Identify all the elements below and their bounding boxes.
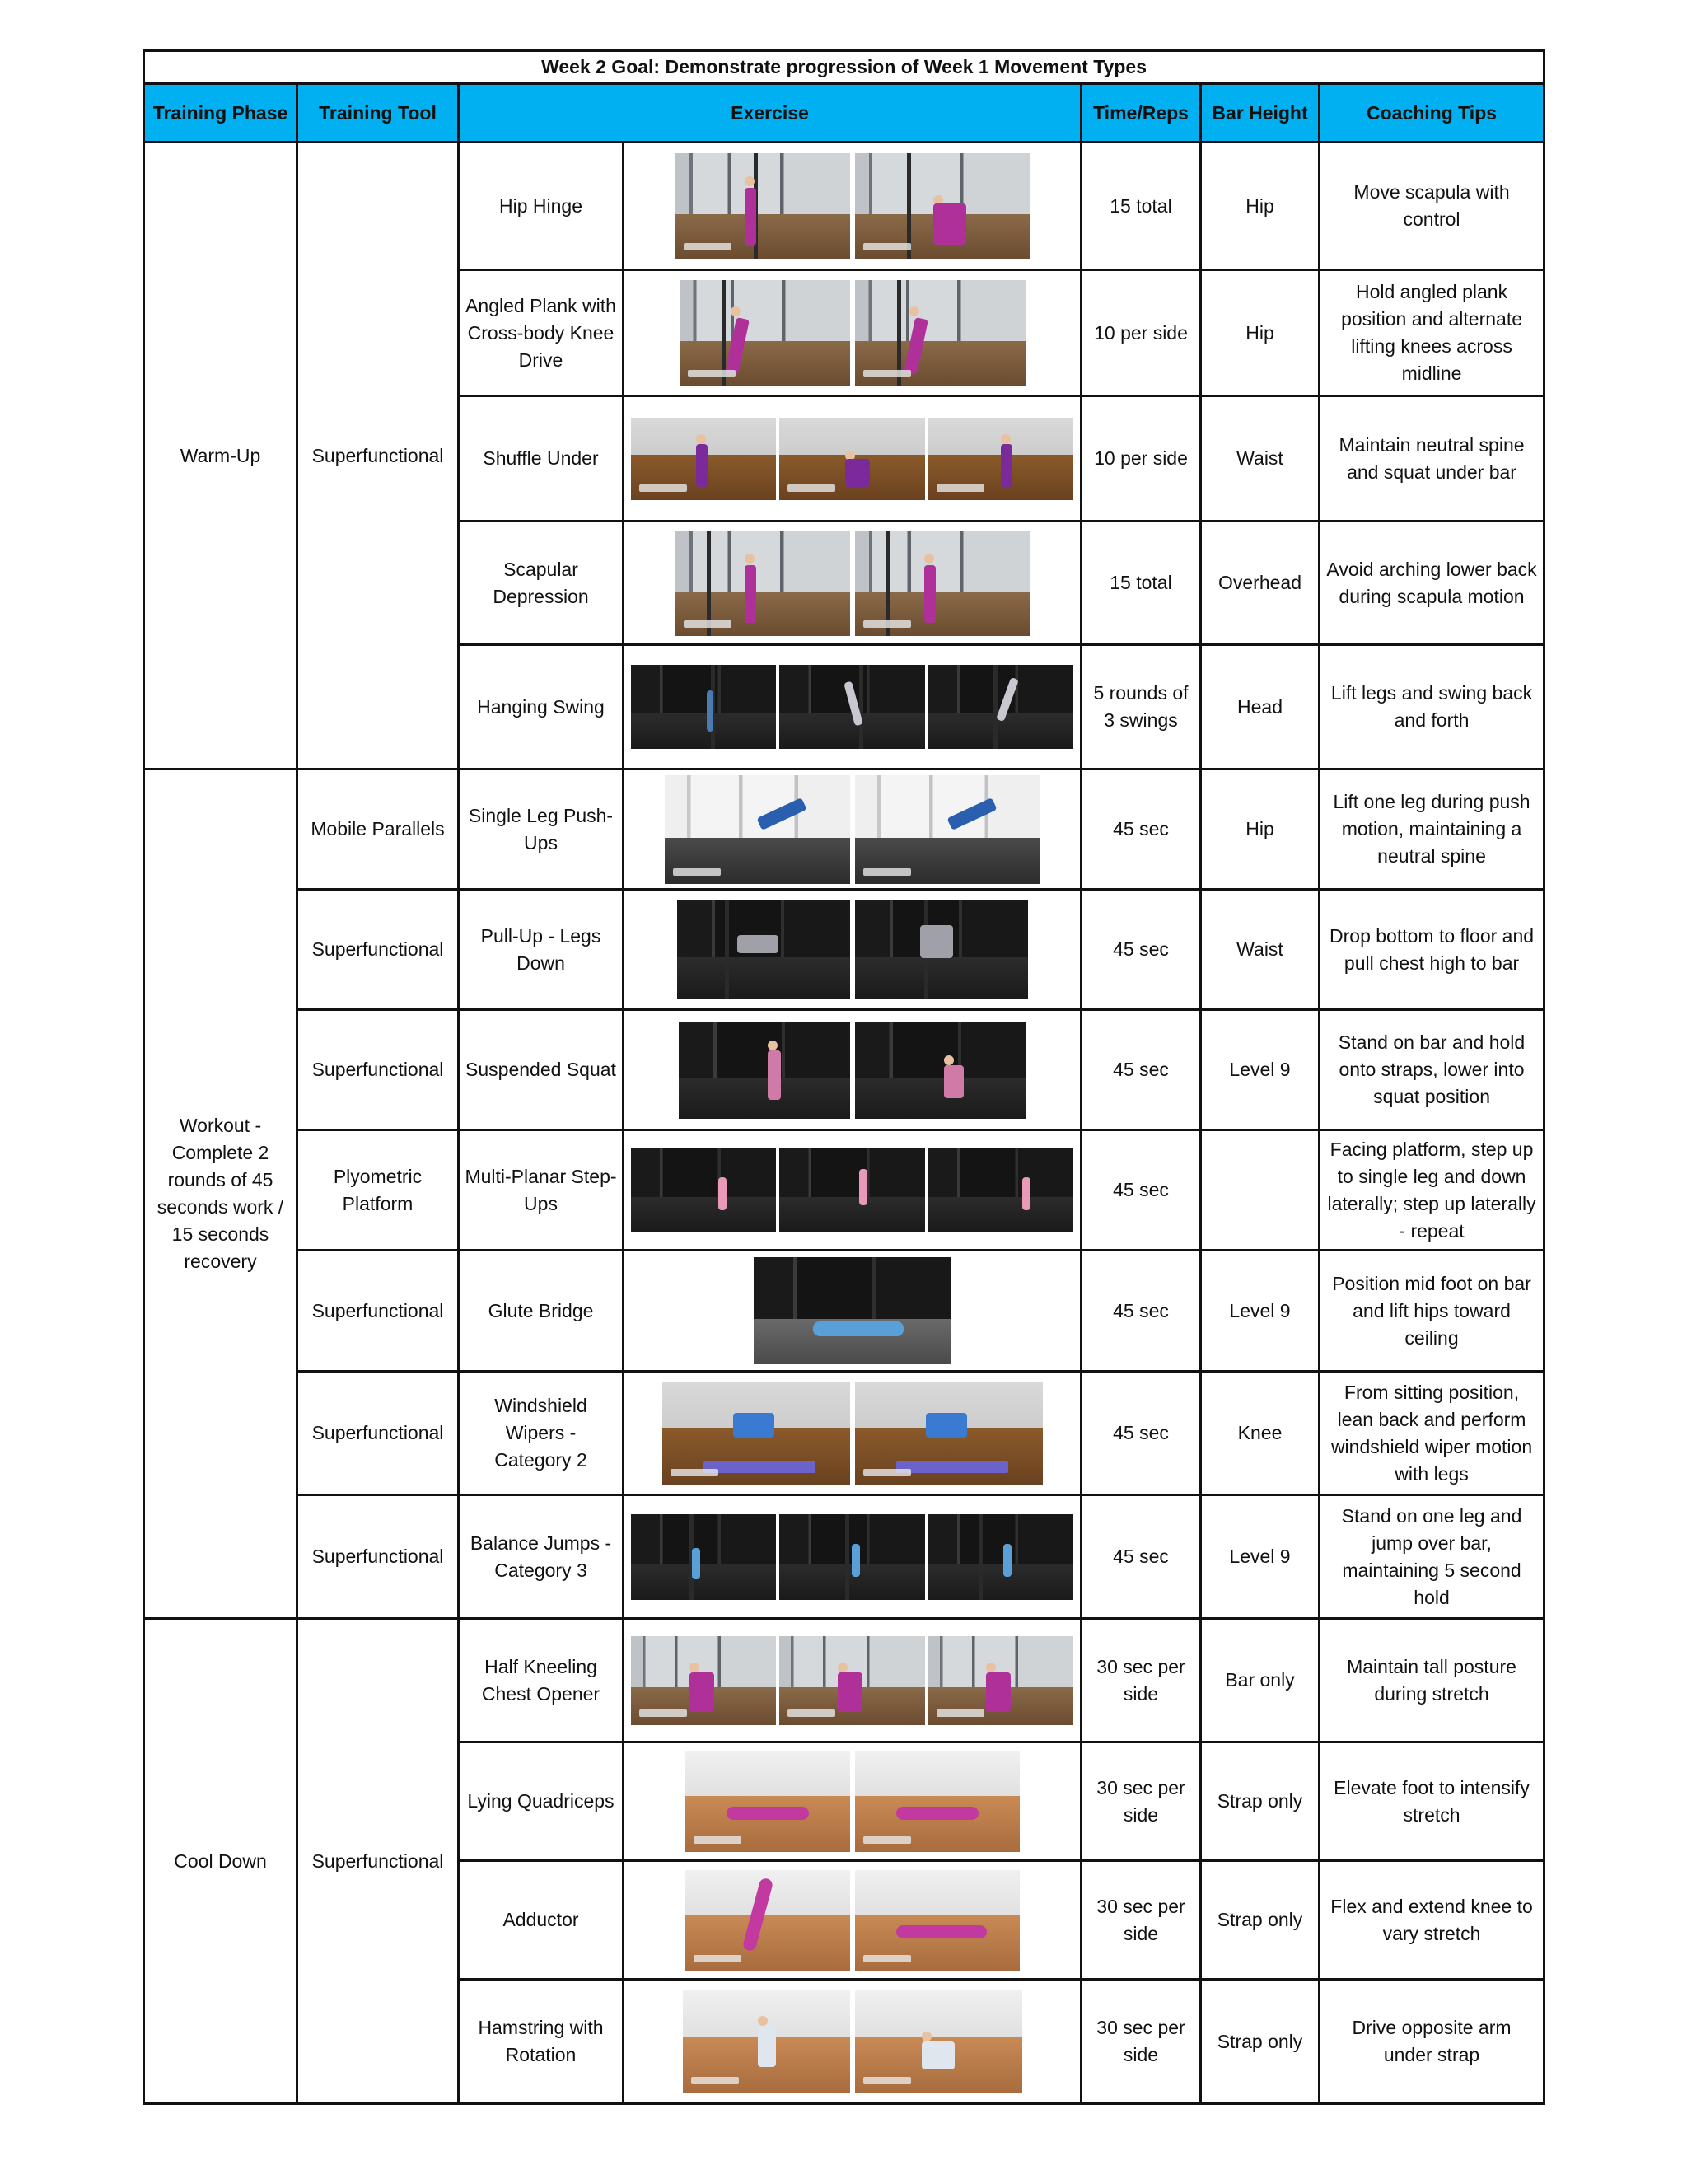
coaching-tip-cell: Lift one leg during push motion, maintaining a neutral spine <box>1320 769 1544 890</box>
table-row <box>144 1372 1544 1495</box>
exercise-photo <box>683 1990 850 2093</box>
exercise-photo <box>779 1148 924 1232</box>
time-reps-cell: 10 per side <box>1082 270 1201 396</box>
exercise-name: Half Kneeling Chest Opener <box>459 1619 624 1742</box>
time-reps-cell: 15 total <box>1082 143 1201 270</box>
time-reps-cell: 5 rounds of 3 swings <box>1082 645 1201 769</box>
bar-height-cell: Level 9 <box>1201 1010 1320 1130</box>
exercise-photo <box>680 280 850 386</box>
bar-height-cell: Overhead <box>1201 521 1320 645</box>
exercise-photo <box>928 418 1073 500</box>
bar-height-cell: Hip <box>1201 769 1320 890</box>
exercise-photo <box>855 775 1040 884</box>
coaching-tip-cell: Move scapula with control <box>1320 143 1544 270</box>
tool-cell: Superfunctional <box>297 1251 459 1372</box>
time-reps-cell: 45 sec <box>1082 890 1201 1010</box>
exercise-photo <box>779 665 924 749</box>
exercise-photo <box>855 900 1028 999</box>
workout-plan-table <box>143 49 1545 2105</box>
coaching-tip-cell: From sitting position, lean back and perform windshield wiper motion with legs <box>1320 1372 1544 1495</box>
coaching-tip-cell: Flex and extend knee to vary stretch <box>1320 1861 1544 1980</box>
exercise-images <box>624 1010 1082 1130</box>
exercise-images <box>624 521 1082 645</box>
exercise-images <box>624 396 1082 521</box>
bar-height-cell: Strap only <box>1201 1980 1320 2104</box>
table-row <box>144 1130 1544 1251</box>
phase-cell: Warm-Up <box>144 143 297 769</box>
coaching-tip-cell: Elevate foot to intensify stretch <box>1320 1742 1544 1861</box>
time-reps-cell: 45 sec <box>1082 1251 1201 1372</box>
exercise-photo <box>928 1514 1073 1600</box>
exercise-name: Adductor <box>459 1861 624 1980</box>
table-row <box>144 1619 1544 1742</box>
table-row <box>144 890 1544 1010</box>
exercise-name: Glute Bridge <box>459 1251 624 1372</box>
coaching-tip-cell: Lift legs and swing back and forth <box>1320 645 1544 769</box>
table-row <box>144 1010 1544 1130</box>
coaching-tip-cell: Drive opposite arm under strap <box>1320 1980 1544 2104</box>
exercise-images <box>624 1130 1082 1251</box>
exercise-photo <box>928 665 1073 749</box>
exercise-photo <box>631 665 776 749</box>
exercise-photo <box>685 1870 850 1971</box>
exercise-name: Pull-Up - Legs Down <box>459 890 624 1010</box>
exercise-photo <box>855 280 1026 386</box>
header-time-reps: Time/Reps <box>1082 84 1201 143</box>
bar-height-cell: Strap only <box>1201 1742 1320 1861</box>
header-exercise: Exercise <box>459 84 1082 143</box>
table-row <box>144 1495 1544 1619</box>
exercise-images <box>624 1742 1082 1861</box>
exercise-images <box>624 270 1082 396</box>
phase-cell: Cool Down <box>144 1619 297 2104</box>
exercise-photo <box>855 531 1030 636</box>
exercise-name: Balance Jumps - Category 3 <box>459 1495 624 1619</box>
exercise-photo <box>855 1990 1022 2093</box>
exercise-photo <box>928 1636 1073 1725</box>
exercise-images <box>624 645 1082 769</box>
exercise-name: Multi-Planar Step-Ups <box>459 1130 624 1251</box>
bar-height-cell: Level 9 <box>1201 1495 1320 1619</box>
bar-height-cell: Bar only <box>1201 1619 1320 1742</box>
exercise-photo <box>779 418 924 500</box>
exercise-photo <box>675 531 850 636</box>
time-reps-cell: 30 sec per side <box>1082 1980 1201 2104</box>
exercise-photo <box>662 1382 850 1485</box>
exercise-name: Shuffle Under <box>459 396 624 521</box>
bar-height-cell: Strap only <box>1201 1861 1320 1980</box>
coaching-tip-cell: Stand on bar and hold onto straps, lower into squat position <box>1320 1010 1544 1130</box>
exercise-images <box>624 890 1082 1010</box>
page-title: Week 2 Goal: Demonstrate progression of Week 1 Movement Types <box>144 51 1544 84</box>
exercise-name: Hamstring with Rotation <box>459 1980 624 2104</box>
exercise-photo <box>631 418 776 500</box>
exercise-photo <box>855 153 1030 259</box>
table-row <box>144 1251 1544 1372</box>
coaching-tip-cell: Maintain tall posture during stretch <box>1320 1619 1544 1742</box>
header-training-tool: Training Tool <box>297 84 459 143</box>
coaching-tip-cell: Avoid arching lower back during scapula motion <box>1320 521 1544 645</box>
exercise-name: Suspended Squat <box>459 1010 624 1130</box>
exercise-photo <box>855 1022 1026 1119</box>
exercise-photo <box>855 1751 1020 1852</box>
header-coaching-tips: Coaching Tips <box>1320 84 1544 143</box>
bar-height-cell: Hip <box>1201 143 1320 270</box>
bar-height-cell: Waist <box>1201 890 1320 1010</box>
bar-height-cell: Hip <box>1201 270 1320 396</box>
header-bar-height: Bar Height <box>1201 84 1320 143</box>
exercise-images <box>624 1861 1082 1980</box>
time-reps-cell: 30 sec per side <box>1082 1742 1201 1861</box>
coaching-tip-cell: Hold angled plank position and alternate lifting knees across midline <box>1320 270 1544 396</box>
exercise-name: Lying Quadriceps <box>459 1742 624 1861</box>
exercise-photo <box>679 1022 850 1119</box>
exercise-name: Hanging Swing <box>459 645 624 769</box>
exercise-images <box>624 1372 1082 1495</box>
tool-cell: Superfunctional <box>297 1495 459 1619</box>
time-reps-cell: 45 sec <box>1082 1495 1201 1619</box>
time-reps-cell: 45 sec <box>1082 1130 1201 1251</box>
exercise-photo <box>855 1382 1043 1485</box>
exercise-images <box>624 1251 1082 1372</box>
exercise-images <box>624 1619 1082 1742</box>
bar-height-cell: Knee <box>1201 1372 1320 1495</box>
table-row <box>144 769 1544 890</box>
exercise-images <box>624 143 1082 270</box>
phase-cell: Workout - Complete 2 rounds of 45 seconds work / 15 seconds recovery <box>144 769 297 1619</box>
bar-height-cell: Waist <box>1201 396 1320 521</box>
bar-height-cell: Level 9 <box>1201 1251 1320 1372</box>
exercise-photo <box>631 1148 776 1232</box>
coaching-tip-cell: Drop bottom to floor and pull chest high to bar <box>1320 890 1544 1010</box>
exercise-photo <box>665 775 850 884</box>
exercise-photo <box>855 1870 1020 1971</box>
exercise-photo <box>677 900 850 999</box>
tool-cell: Superfunctional <box>297 890 459 1010</box>
exercise-photo <box>631 1514 776 1600</box>
time-reps-cell: 30 sec per side <box>1082 1619 1201 1742</box>
exercise-images <box>624 1980 1082 2104</box>
exercise-photo <box>675 153 850 259</box>
coaching-tip-cell: Facing platform, step up to single leg and down laterally; step up laterally - repeat <box>1320 1130 1544 1251</box>
time-reps-cell: 15 total <box>1082 521 1201 645</box>
exercise-photo <box>754 1257 951 1364</box>
table-row <box>144 143 1544 270</box>
tool-cell: Superfunctional <box>297 1010 459 1130</box>
tool-cell: Mobile Parallels <box>297 769 459 890</box>
exercise-images <box>624 769 1082 890</box>
tool-cell: Superfunctional <box>297 1372 459 1495</box>
coaching-tip-cell: Maintain neutral spine and squat under bar <box>1320 396 1544 521</box>
bar-height-cell <box>1201 1130 1320 1251</box>
exercise-name: Single Leg Push-Ups <box>459 769 624 890</box>
coaching-tip-cell: Stand on one leg and jump over bar, maintaining 5 second hold <box>1320 1495 1544 1619</box>
exercise-name: Scapular Depression <box>459 521 624 645</box>
time-reps-cell: 30 sec per side <box>1082 1861 1201 1980</box>
exercise-images <box>624 1495 1082 1619</box>
exercise-photo <box>685 1751 850 1852</box>
exercise-photo <box>631 1636 776 1725</box>
exercise-photo <box>779 1636 924 1725</box>
coaching-tip-cell: Position mid foot on bar and lift hips toward ceiling <box>1320 1251 1544 1372</box>
time-reps-cell: 45 sec <box>1082 1372 1201 1495</box>
time-reps-cell: 10 per side <box>1082 396 1201 521</box>
time-reps-cell: 45 sec <box>1082 1010 1201 1130</box>
header-training-phase: Training Phase <box>144 84 297 143</box>
exercise-photo <box>928 1148 1073 1232</box>
exercise-photo <box>779 1514 924 1600</box>
tool-cell: Superfunctional <box>297 143 459 769</box>
bar-height-cell: Head <box>1201 645 1320 769</box>
exercise-name: Windshield Wipers - Category 2 <box>459 1372 624 1495</box>
tool-cell: Superfunctional <box>297 1619 459 2104</box>
time-reps-cell: 45 sec <box>1082 769 1201 890</box>
exercise-name: Hip Hinge <box>459 143 624 270</box>
tool-cell: Plyometric Platform <box>297 1130 459 1251</box>
exercise-name: Angled Plank with Cross-body Knee Drive <box>459 270 624 396</box>
